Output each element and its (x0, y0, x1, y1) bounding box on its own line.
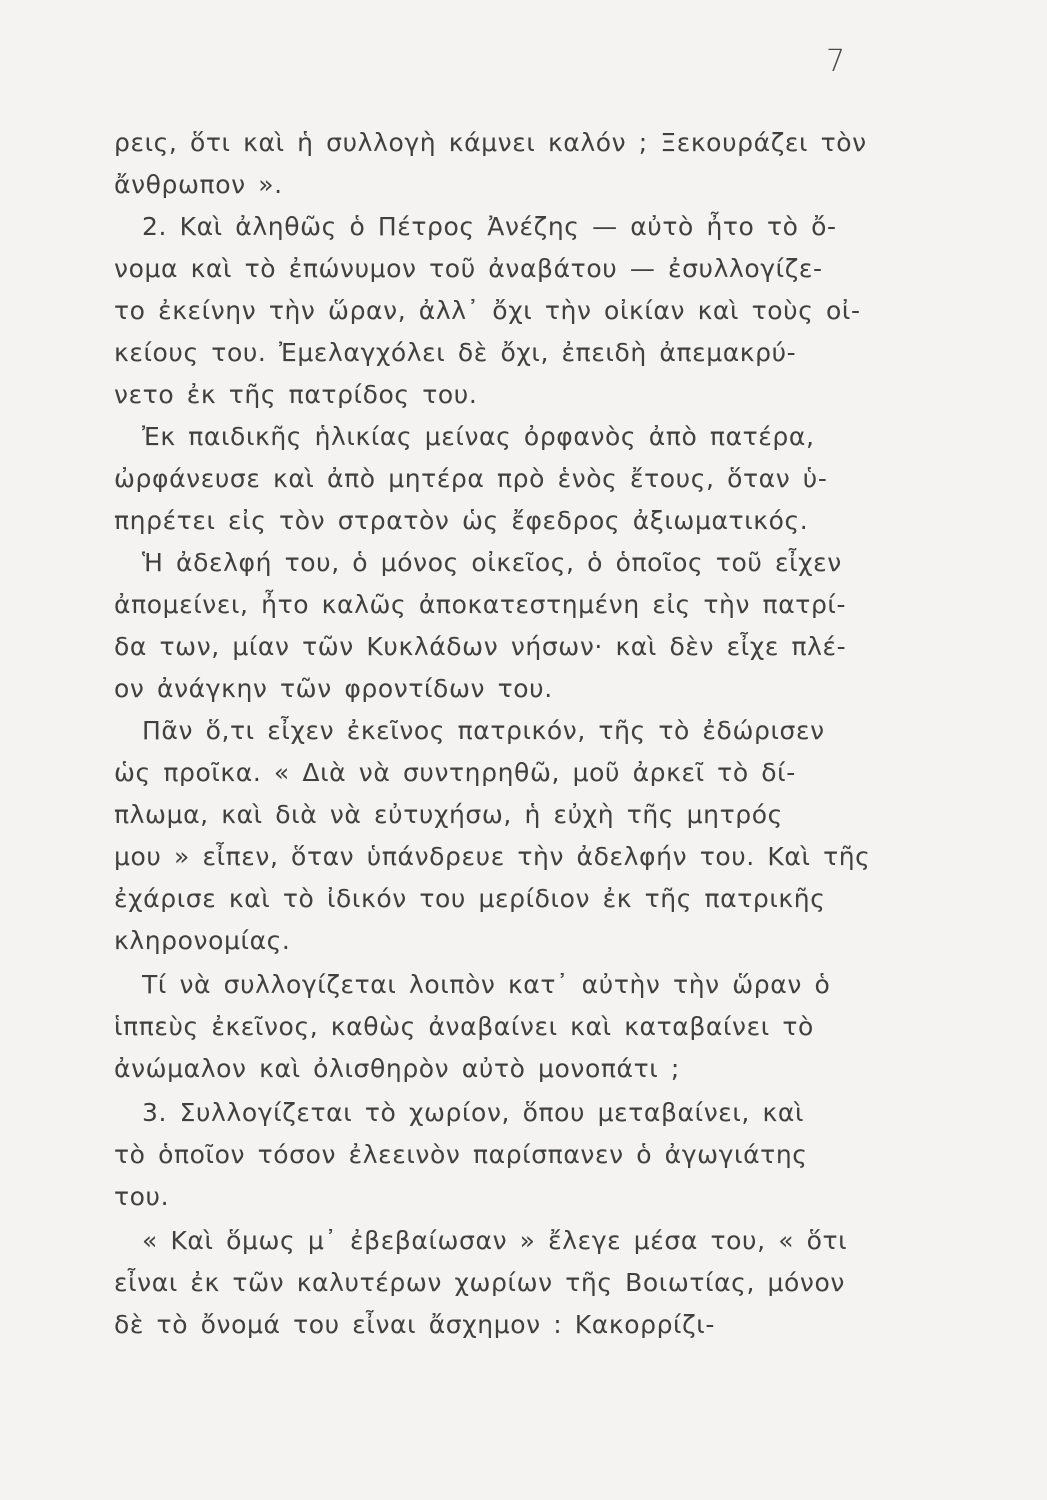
text-line: « Καὶ ὅμως μ᾽ ἐβεβαίωσαν » ἔλεγε μέσα του, « ὅτι (142, 1226, 848, 1255)
text-line: ὠρφάνευσε καὶ ἀπὸ μητέρα πρὸ ἑνὸς ἔτους, ὅταν ὑ- (114, 464, 828, 493)
text-line: Ἐκ παιδικῆς ἡλικίας μείνας ὀρφανὸς ἀπὸ πατέρα, (142, 422, 815, 451)
text-line: ἱππεὺς ἐκεῖνος, καθὼς ἀναβαίνει καὶ καταβαίνει τὸ (114, 1012, 814, 1041)
text-line: δὲ τὸ ὄνομά του εἶναι ἄσχημον : Κακορρίζι- (114, 1310, 715, 1339)
text-line: ἐχάρισε καὶ τὸ ἰδικόν του μερίδιον ἐκ τῆς πατρικῆς (114, 884, 826, 913)
text-line: ον ἀνάγκην τῶν φροντίδων του. (114, 674, 553, 703)
text-line: μου » εἶπεν, ὅταν ὑπάνδρευε τὴν ἀδελφήν του. Καὶ τῆς (114, 842, 871, 871)
text-line: κληρονομίας. (114, 926, 291, 955)
text-line: τὸ ὁποῖον τόσον ἐλεεινὸν παρίσπανεν ὁ ἀγωγιάτης (114, 1140, 808, 1169)
page-number: 7 (826, 44, 846, 79)
text-line: εἶναι ἐκ τῶν καλυτέρων χωρίων τῆς Βοιωτίας, μόνον (114, 1268, 845, 1297)
text-line: νομα καὶ τὸ ἐπώνυμον τοῦ ἀναβάτου — ἐσυλλογίζε- (114, 254, 823, 283)
text-line: ὡς προῖκα. « Διὰ νὰ συντηρηθῶ, μοῦ ἀρκεῖ τὸ δί- (114, 758, 796, 787)
text-line: του. (114, 1182, 170, 1211)
text-line: Τί νὰ συλλογίζεται λοιπὸν κατ᾽ αὐτὴν τὴν ὥραν ὁ (142, 970, 831, 999)
text-line: νετο ἐκ τῆς πατρίδος του. (114, 380, 478, 409)
text-line: πηρέτει εἰς τὸν στρατὸν ὡς ἔφεδρος ἀξιωματικός. (114, 506, 809, 535)
text-line: ρεις, ὅτι καὶ ἡ συλλογὴ κάμνει καλόν ; Ξεκουράζει τὸν (114, 128, 867, 157)
text-line: δα των, μίαν τῶν Κυκλάδων νήσων· καὶ δὲν εἶχε πλέ- (114, 632, 847, 661)
text-line: το ἐκείνην τὴν ὥραν, ἀλλ᾽ ὄχι τὴν οἰκίαν καὶ τοὺς οἰ- (114, 296, 861, 325)
text-line: Ἡ ἀδελφή του, ὁ μόνος οἰκεῖος, ὁ ὁποῖος τοῦ εἶχεν (142, 548, 842, 577)
text-line: 3. Συλλογίζεται τὸ χωρίον, ὅπου μεταβαίνει, καὶ (142, 1098, 805, 1127)
text-line: ἀνώμαλον καὶ ὀλισθηρὸν αὐτὸ μονοπάτι ; (114, 1054, 680, 1083)
text-line: πλωμα, καὶ διὰ νὰ εὐτυχήσω, ἡ εὐχὴ τῆς μητρός (114, 800, 783, 829)
text-line: 2. Καὶ ἀληθῶς ὁ Πέτρος Ἀνέζης — αὐτὸ ἦτο τὸ ὄ- (142, 212, 837, 241)
text-line: ἄνθρωπον ». (114, 170, 283, 199)
body-text (114, 122, 904, 1346)
text-line: κείους του. Ἐμελαγχόλει δὲ ὄχι, ἐπειδὴ ἀπεμακρύ- (114, 338, 797, 367)
text-line: Πᾶν ὅ,τι εἶχεν ἐκεῖνος πατρικόν, τῆς τὸ ἐδώρισεν (142, 716, 825, 745)
text-line: ἀπομείνει, ἦτο καλῶς ἀποκατεστημένη εἰς τὴν πατρί- (114, 590, 847, 619)
